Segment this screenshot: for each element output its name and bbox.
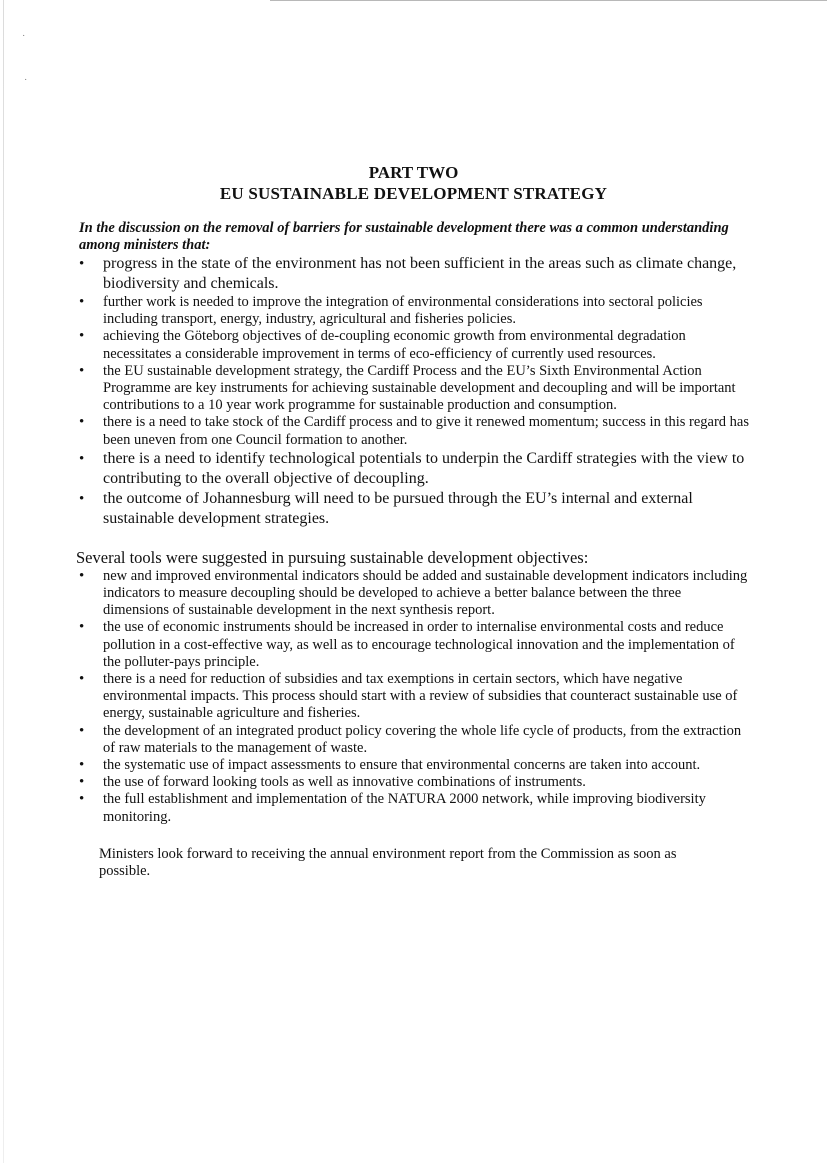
document-title: EU SUSTAINABLE DEVELOPMENT STRATEGY <box>219 184 608 203</box>
list-item: • progress in the state of the environment has not been sufficient in the areas such as climate change, biodiversity and chemicals. <box>79 254 749 294</box>
list-item: • achieving the Göteborg objectives of de-coupling economic growth from environmental degradation necessitates a considerable improvement in terms of eco-efficiency of currently used resources. <box>79 328 749 362</box>
document-body <box>76 220 750 881</box>
list-item: • the EU sustainable development strategy, the Cardiff Process and the EU’s Sixth Environmental Action Programme are key instruments for achieving sustainable development and decoupling and will be important contributions to a 10 year work programme for sustainable production and consumption. <box>79 363 749 415</box>
list-item: • there is a need to identify technological potentials to underpin the Cardiff strategies with the view to contributing to the overall objective of decoupling. <box>79 449 749 489</box>
document-header <box>0 163 827 205</box>
scan-top-rule <box>270 0 827 1</box>
list-item: • the use of economic instruments should be increased in order to internalise environmental costs and reduce pollution in a cost-effective way, as well as to encourage technological innovation and the implementation of the polluter-pays principle. <box>79 619 749 671</box>
suggested-tools-list <box>79 568 749 826</box>
list-item: • there is a need to take stock of the Cardiff process and to give it renewed momentum; success in this regard has been uneven from one Council formation to another. <box>79 414 749 448</box>
ministers-understanding-list <box>79 254 749 529</box>
closing-paragraph: Ministers look forward to receiving the annual environment report from the Commission as soon as possible. <box>99 845 677 880</box>
scan-speck: ˙ <box>22 34 26 45</box>
list-item: • new and improved environmental indicators should be added and sustainable development indicators including indicators to measure decoupling should be developed to achieve a better balance between the three dimensions of sustainable development in the next synthesis report. <box>79 568 749 620</box>
list-item: • the development of an integrated product policy covering the whole life cycle of products, from the extraction of raw materials to the management of waste. <box>79 723 749 757</box>
tools-heading: Several tools were suggested in pursuing sustainable development objectives: <box>76 547 589 567</box>
scan-speck: ˙ <box>24 78 28 89</box>
list-item: • the outcome of Johannesburg will need to be pursued through the EU’s internal and external sustainable development strategies. <box>79 489 749 529</box>
list-item: • there is a need for reduction of subsidies and tax exemptions in certain sectors, which have negative environmental impacts. This process should start with a review of subsidies that counteract sustainable use of energy, sustainable agriculture and fisheries. <box>79 671 749 723</box>
list-item: • the use of forward looking tools as well as innovative combinations of instruments. <box>79 774 749 791</box>
section-intro: In the discussion on the removal of barriers for sustainable development there was a common understanding among ministers that: <box>79 220 729 253</box>
list-item: • the systematic use of impact assessments to ensure that environmental concerns are taken into account. <box>79 757 749 774</box>
list-item: • further work is needed to improve the integration of environmental considerations into sectoral policies including transport, energy, industry, agricultural and fisheries policies. <box>79 294 749 328</box>
list-item: • the full establishment and implementation of the NATURA 2000 network, while improving biodiversity monitoring. <box>79 791 749 825</box>
part-label: PART TWO <box>368 163 459 182</box>
